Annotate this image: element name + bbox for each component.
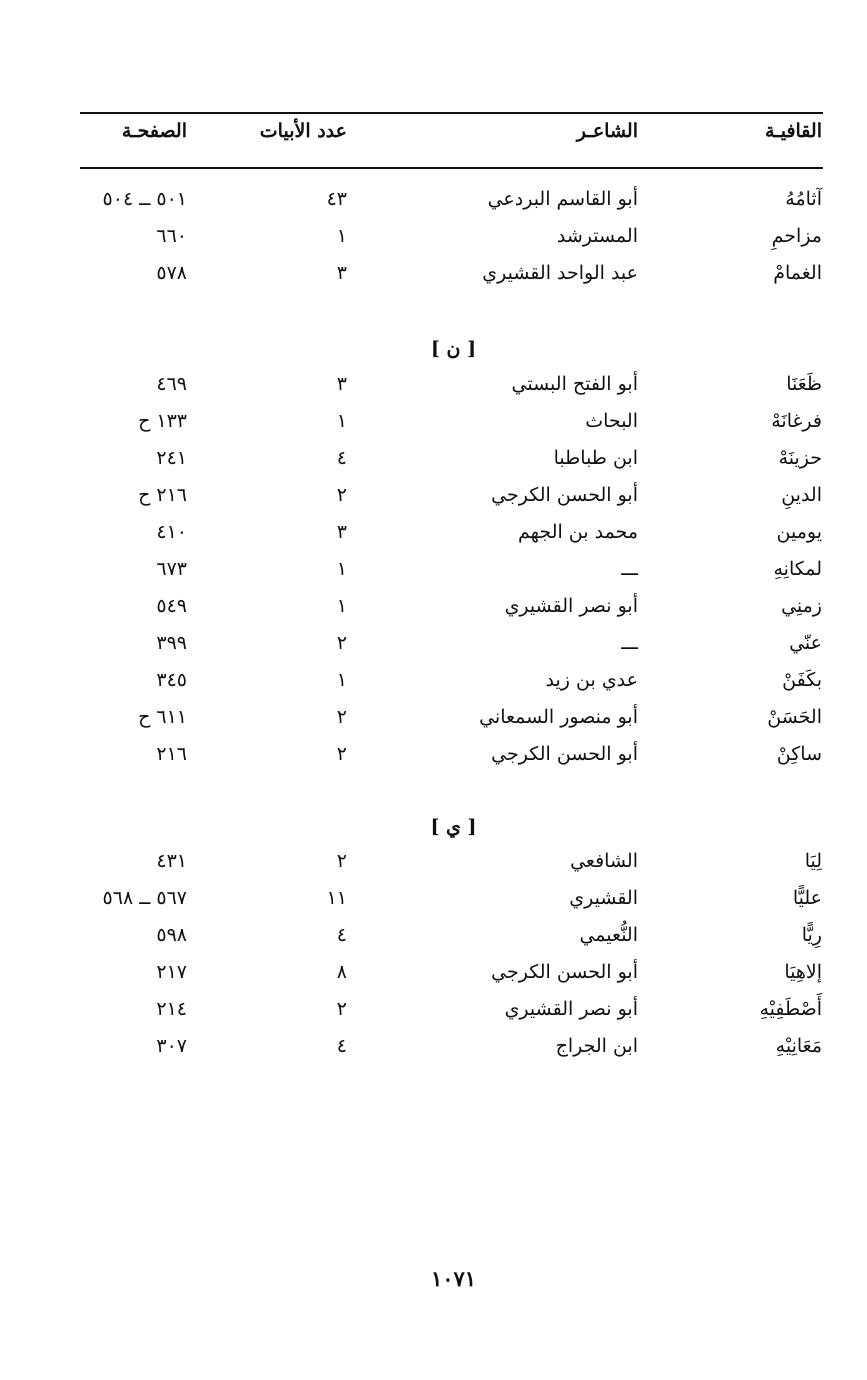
verse-count-cell: ٢	[336, 998, 347, 1020]
page-ref-cell: ٥٩٨	[156, 924, 187, 946]
qafiya-cell: رِيًّا	[801, 924, 822, 946]
verse-count-cell: ٤	[336, 447, 347, 469]
verse-count-cell: ١	[336, 669, 347, 691]
qafiya-cell: آثامُهُ	[785, 188, 822, 210]
page-ref-cell: ٣٤٥	[156, 669, 187, 691]
verse-count-cell: ١	[336, 595, 347, 617]
qafiya-cell: أَصْطَفِيْهِ	[759, 998, 822, 1020]
header-poet: الشاعـر	[576, 120, 638, 142]
poet-cell: القشيري	[569, 887, 638, 909]
header-verses: عدد الأبيات	[259, 120, 347, 142]
qafiya-cell: لمكانِهِ	[773, 558, 822, 580]
page-ref-cell: ٢١٦ ح	[138, 484, 187, 506]
page-ref-cell: ٥٠١ ــ ٥٠٤	[102, 188, 187, 210]
table-row	[0, 440, 867, 477]
verse-count-cell: ١	[336, 410, 347, 432]
poet-cell: الشافعي	[570, 850, 638, 872]
qafiya-cell: ساكِنْ	[776, 743, 822, 765]
poet-cell: أبو منصور السمعاني	[479, 706, 638, 728]
poet-cell: ابن طباطبا	[553, 447, 638, 469]
poet-cell: أبو القاسم البردعي	[487, 188, 638, 210]
table-row	[0, 218, 867, 255]
header-page: الصفحـة	[121, 120, 187, 142]
qafiya-cell: ظَعَنَا	[786, 373, 822, 395]
qafiya-cell: فرغانَهْ	[771, 410, 822, 432]
verse-count-cell: ١	[336, 225, 347, 247]
table-row	[0, 588, 867, 625]
poet-cell: أبو نصر القشيري	[504, 595, 638, 617]
qafiya-cell: عنّي	[789, 632, 822, 654]
page-ref-cell: ٦١١ ح	[138, 706, 187, 728]
poet-cell: ـــ	[621, 632, 638, 654]
table-row	[0, 880, 867, 917]
qafiya-cell: مَعَانِيْهِ	[775, 1035, 822, 1057]
page-ref-cell: ٢١٦	[156, 743, 187, 765]
qafiya-cell: إلاهِيَا	[784, 961, 822, 983]
verse-count-cell: ٤	[336, 924, 347, 946]
page-ref-cell: ٣٠٧	[156, 1035, 187, 1057]
page-ref-cell: ١٣٣ ح	[138, 410, 187, 432]
page-ref-cell: ٤٣١	[156, 850, 187, 872]
page-ref-cell: ٦٦٠	[156, 225, 187, 247]
qafiya-cell: الدينِ	[781, 484, 822, 506]
verse-count-cell: ٣	[336, 373, 347, 395]
page-ref-cell: ٤٦٩	[156, 373, 187, 395]
table-row	[0, 477, 867, 514]
verse-count-cell: ٤٣	[326, 188, 347, 210]
verse-count-cell: ١١	[326, 887, 347, 909]
qafiya-cell: الحَسَنْ	[767, 706, 822, 728]
table-row	[0, 366, 867, 403]
page-ref-cell: ٢٤١	[156, 447, 187, 469]
table-row	[0, 514, 867, 551]
poet-cell: ـــ	[621, 558, 638, 580]
table-row	[0, 843, 867, 880]
poet-cell: أبو الحسن الكرجي	[491, 743, 638, 765]
page-ref-cell: ٣٩٩	[156, 632, 187, 654]
table-header-rule	[80, 167, 823, 169]
verse-count-cell: ٢	[336, 743, 347, 765]
poet-cell: أبو الحسن الكرجي	[491, 484, 638, 506]
verse-count-cell: ١	[336, 558, 347, 580]
table-row	[0, 625, 867, 662]
table-row	[0, 403, 867, 440]
verse-count-cell: ٢	[336, 484, 347, 506]
poet-cell: محمد بن الجهم	[518, 521, 638, 543]
table-row	[0, 991, 867, 1028]
section-label: [ ن ]	[430, 338, 477, 360]
poet-cell: أبو الحسن الكرجي	[491, 961, 638, 983]
page-ref-cell: ٥٤٩	[156, 595, 187, 617]
table-top-rule	[80, 112, 823, 114]
qafiya-cell: حزينَهْ	[778, 447, 822, 469]
verse-count-cell: ٢	[336, 706, 347, 728]
qafiya-cell: عليًّا	[792, 887, 822, 909]
qafiya-cell: يومين	[776, 521, 822, 543]
qafiya-cell: الغمامْ	[773, 262, 822, 284]
poet-cell: ابن الجراج	[555, 1035, 638, 1057]
table-row	[0, 699, 867, 736]
page-ref-cell: ٢١٤	[156, 998, 187, 1020]
page-ref-cell: ٢١٧	[156, 961, 187, 983]
table-row	[0, 1028, 867, 1065]
table-row	[0, 736, 867, 773]
qafiya-cell: مزاحمِ	[771, 225, 822, 247]
verse-count-cell: ٣	[336, 262, 347, 284]
poet-cell: النُّعيمي	[579, 924, 638, 946]
page-number: ١٠٧١	[430, 1266, 477, 1291]
table-row	[0, 954, 867, 991]
verse-count-cell: ٢	[336, 632, 347, 654]
table-row	[0, 662, 867, 699]
page-ref-cell: ٥٦٧ ــ ٥٦٨	[102, 887, 187, 909]
section-label: [ ي ]	[430, 816, 477, 838]
verse-count-cell: ٢	[336, 850, 347, 872]
poet-cell: البحاث	[585, 410, 638, 432]
verse-count-cell: ٨	[336, 961, 347, 983]
page-ref-cell: ٥٧٨	[156, 262, 187, 284]
table-row	[0, 917, 867, 954]
table-row	[0, 255, 867, 292]
qafiya-cell: زمنِي	[781, 595, 822, 617]
poet-cell: عبد الواحد القشيري	[482, 262, 638, 284]
verse-count-cell: ٣	[336, 521, 347, 543]
qafiya-cell: لِيَا	[804, 850, 822, 872]
header-qafiya: القافيـة	[764, 120, 822, 142]
table-row	[0, 181, 867, 218]
poet-cell: أبو الفتح البستي	[511, 373, 638, 395]
poet-cell: عدي بن زيد	[545, 669, 638, 691]
poet-cell: أبو نصر القشيري	[504, 998, 638, 1020]
qafiya-cell: بكَفَنْ	[782, 669, 822, 691]
page-ref-cell: ٦٧٣	[156, 558, 187, 580]
page-ref-cell: ٤١٠	[156, 521, 187, 543]
table-row	[0, 551, 867, 588]
poet-cell: المسترشد	[556, 225, 638, 247]
verse-count-cell: ٤	[336, 1035, 347, 1057]
